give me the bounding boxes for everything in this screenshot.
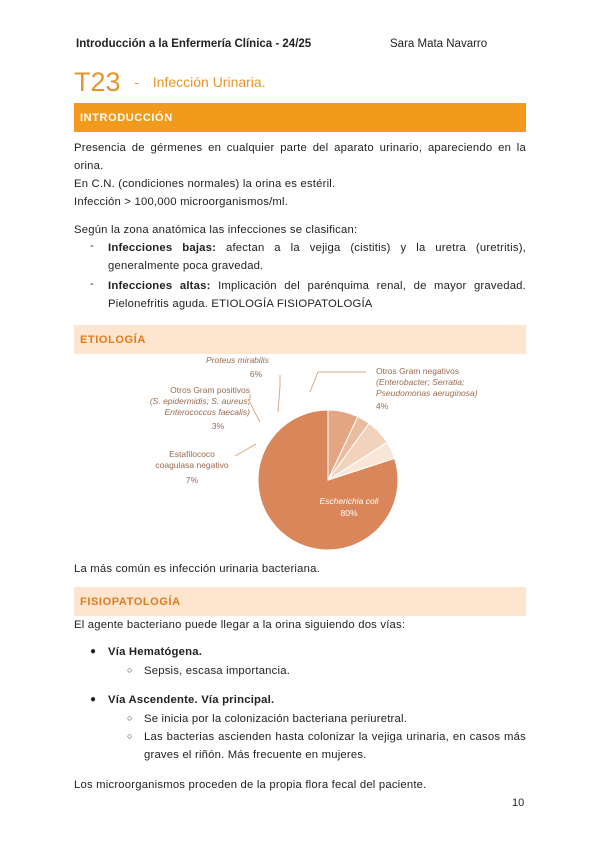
leader-line (310, 372, 366, 392)
label-otros-gram-negativos: Otros Gram negativos (376, 366, 460, 376)
header-course-title: Introducción a la Enfermería Clínica - 24/25 (76, 38, 312, 50)
list-item-term: Infecciones bajas: (108, 242, 217, 254)
via-hematogena (108, 643, 202, 661)
intro-paragraph-4: Según la zona anatómica las infecciones se clasifican: (74, 224, 358, 236)
list-item-text: afectan a la vejiga (cistitis) y la uretra (uretritis), generalmente poca gravedad. (108, 242, 526, 272)
fisio-paragraph-1: El agente bacteriano puede llegar a la orina siguiendo dos vías: (74, 619, 406, 631)
intro-paragraph-3: Infección > 100,000 microorganismos/ml. (74, 196, 289, 208)
list-item-text: Implicación del parénquima renal, de mayor gravedad. Pielonefritis aguda. ETIOLOGÍA FISIOPATOLOGÍA (108, 280, 526, 310)
list-dash: - (90, 240, 94, 252)
via-title: Vía Hematógena. (108, 646, 203, 658)
list-item-infecciones-bajas (108, 239, 526, 275)
page-title (74, 66, 266, 98)
label-escherichia-coli: Escherichia coli (319, 496, 379, 506)
bullet-dot: ● (90, 646, 97, 657)
topic-number: T23 (74, 67, 121, 97)
label-otros-gram-positivos: Otros Gram positivos (170, 385, 250, 395)
list-dash: - (90, 278, 94, 290)
etiology-pie-chart (130, 352, 478, 552)
via-ascendente (108, 691, 274, 709)
value-escherichia-coli: 80% (340, 508, 358, 518)
list-item-term: Infecciones altas: (108, 280, 211, 292)
label-otros-gram-positivos-3: Enterococcus faecalis) (164, 407, 250, 417)
sub-bullet-circle: ○ (127, 713, 133, 723)
leader-line (278, 375, 280, 412)
sub-bullet-circle: ○ (127, 731, 133, 741)
title-dash: - (134, 74, 139, 90)
section-heading-etiologia: ETIOLOGÍA (74, 325, 526, 354)
pie-slices (258, 410, 398, 550)
label-estafilococo-2: coagulasa negativo (155, 460, 229, 470)
value-otros-gram-negativos: 4% (376, 401, 389, 411)
label-proteus: Proteus mirabilis (206, 355, 269, 365)
bullet-dot: ● (90, 694, 97, 705)
label-otros-gram-negativos-3: Pseudomonas aeruginosa) (376, 388, 478, 398)
intro-paragraph-1: Presencia de gérmenes en cualquier parte del aparato urinario, apareciendo en la orina. (74, 142, 526, 172)
topic-subtitle: Infección Urinaria. (152, 74, 266, 90)
section-heading-introduccion: INTRODUCCIÓN (74, 103, 526, 132)
leader-line (235, 444, 256, 456)
value-proteus: 6% (249, 369, 263, 379)
label-otros-gram-negativos-2: (Enterobacter; Serratia; (376, 377, 465, 387)
list-item-infecciones-altas (108, 277, 526, 313)
intro-paragraph-2: En C.N. (condiciones normales) la orina es estéril. (74, 178, 336, 190)
via-ascendente-detail-2: Las bacterias ascienden hasta colonizar la vejiga urinaria, en casos más graves el riñón. Más frecuente en mujeres. (144, 731, 526, 761)
via-title: Vía Ascendente. Vía principal. (108, 694, 275, 706)
header-author: Sara Mata Navarro (390, 38, 488, 50)
sub-bullet-circle: ○ (127, 665, 133, 675)
value-otros-gram-positivos: 3% (211, 421, 225, 431)
value-estafilococo: 7% (185, 475, 199, 485)
label-otros-gram-positivos-2: (S. epidermidis; S. aureus; (149, 396, 250, 406)
fisio-closing: Los microorganismos proceden de la propia flora fecal del paciente. (74, 779, 427, 791)
page-number: 10 (512, 797, 525, 809)
chart-conclusion: La más común es infección urinaria bacteriana. (74, 563, 320, 575)
via-ascendente-detail-1: Se inicia por la colonización bacteriana periuretral. (144, 713, 408, 725)
section-heading-fisiopatologia: FISIOPATOLOGÍA (74, 587, 526, 616)
label-estafilococo: Estafilococo (169, 449, 215, 459)
via-hematogena-detail: Sepsis, escasa importancia. (144, 665, 291, 677)
